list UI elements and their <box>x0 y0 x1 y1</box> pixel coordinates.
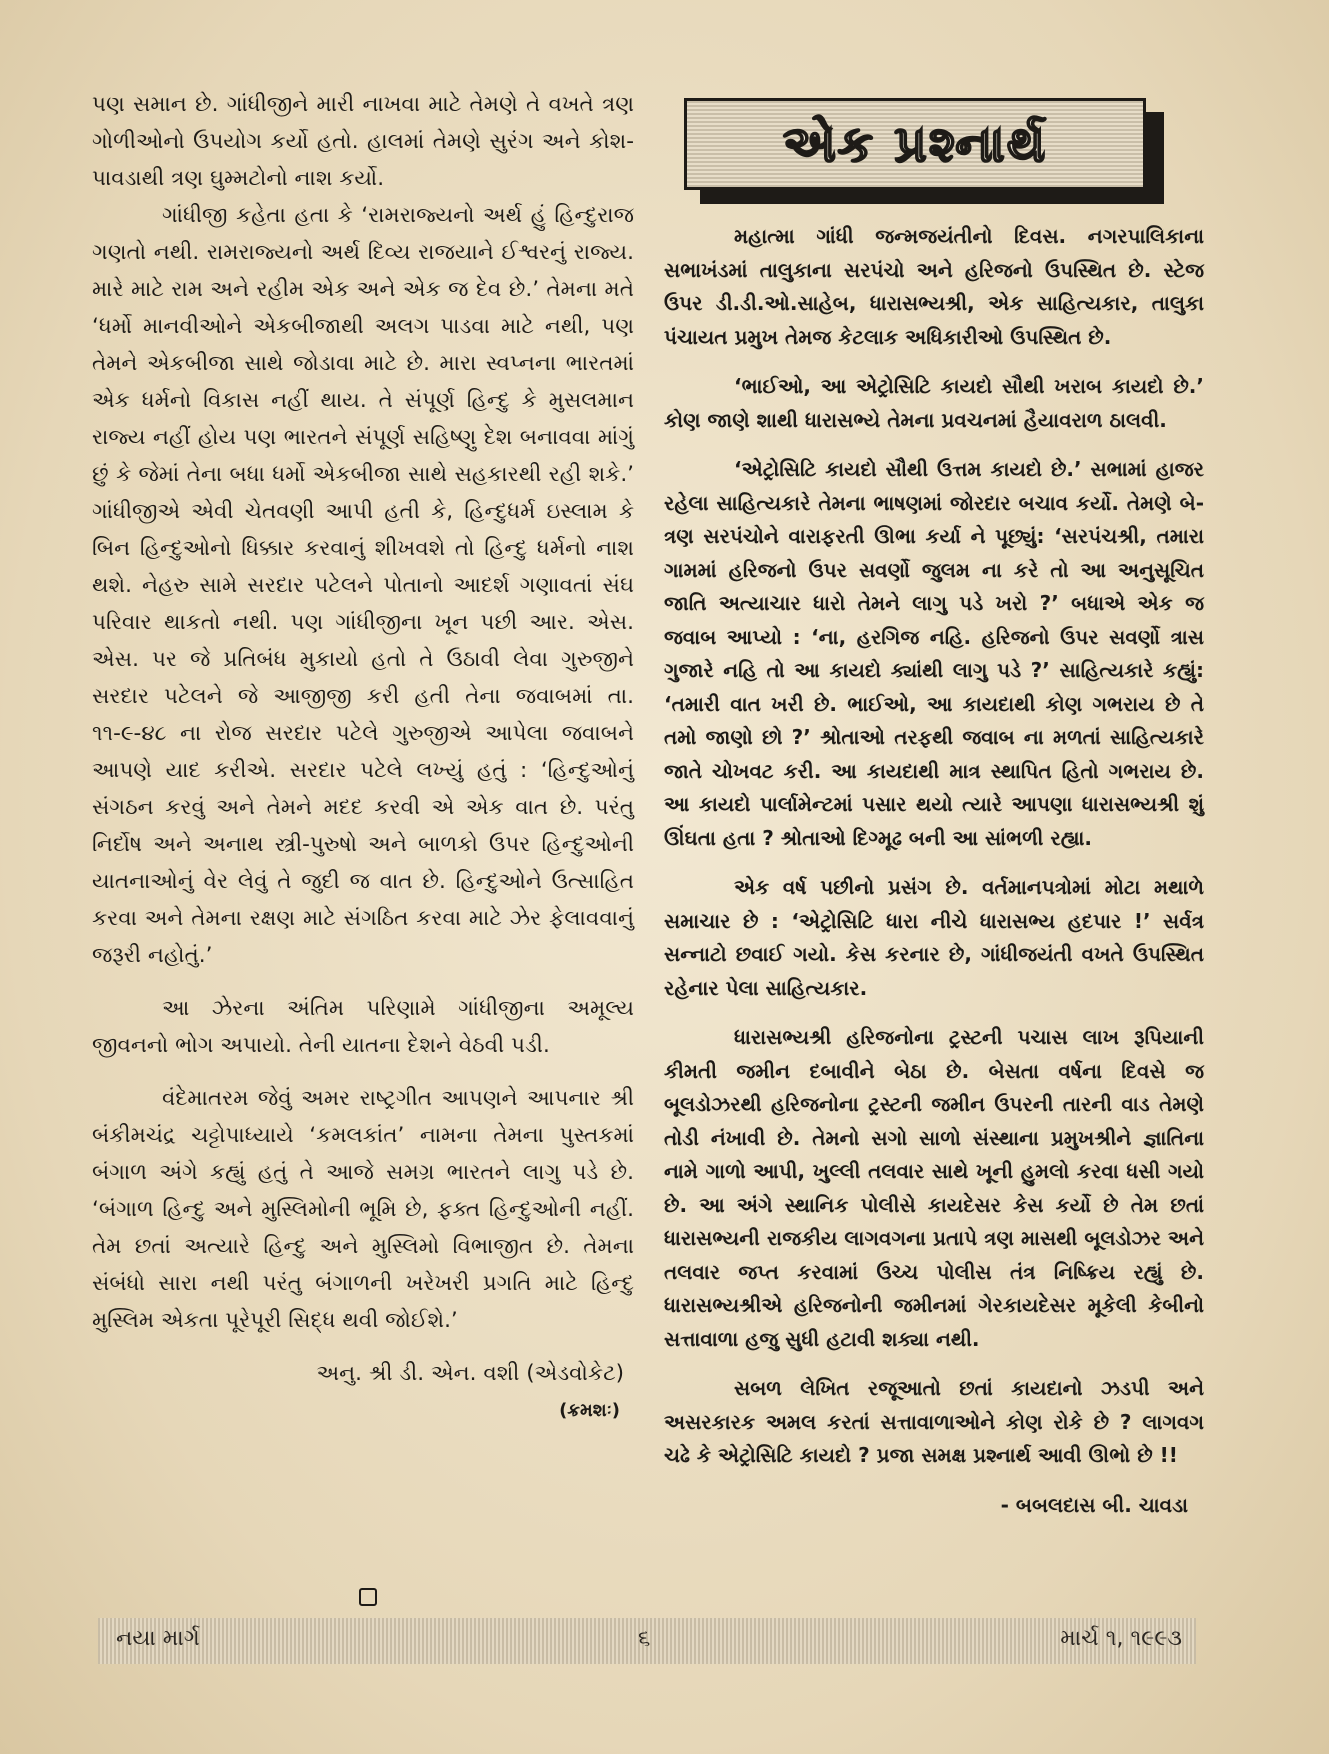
article-title-box <box>684 98 1164 198</box>
continued-note: (ક્રમશઃ) <box>559 1400 620 1421</box>
translator-credit: અનુ. શ્રી ડી. એન. વશી (એડવોકેટ) <box>316 1361 624 1386</box>
title-panel <box>684 98 1146 190</box>
author-signature: - બબલદાસ બી. ચાવડા <box>1000 1492 1188 1517</box>
article-paragraph: વંદેમાતરમ જેવું અમર રાષ્ટ્રગીત આપણને આપનાર શ્રી બંકીમચંદ્ર ચટ્ટોપાધ્યાયે ‘કમલકાંત’ નામના તેમના પુસ્તકમાં બંગાળ અંગે કહ્યું હતું તે આજે સમગ્ર ભારતને લાગુ પડે છે. ‘બંગાળ હિન્દુ અને મુસ્લિમોની ભૂમિ છે, ફક્ત હિન્દુઓની નહીં. તેમ છતાં અત્યારે હિન્દુ અને મુસ્લિમો વિભાજીત છે. તેમના સંબંધો સારા નથી પરંતુ બંગાળની ખરેખરી પ્રગતિ માટે હિન્દુ મુસ્લિમ એકતા પૂરેપૂરી સિદ્ધ થવી જોઈશે.’ <box>92 1086 634 1333</box>
page-footer <box>98 1618 1196 1664</box>
article-paragraph: ધારાસભ્યશ્રી હરિજનોના ટ્રસ્ટની પચાસ લાખ રૂપિયાની કીમતી જમીન દબાવીને બેઠા છે. બેસતા વર્ષના દિવસે જ બૂલડોઝરથી હરિજનોના ટ્રસ્ટની જમીન ઉપરની તારની વાડ તેમણે તોડી નંખાવી છે. તેમનો સગો સાળો સંસ્થાના પ્રમુખશ્રીને જ્ઞાતિના નામે ગાળો આપી, ખુલ્લી તલવાર સાથે ખૂની હુમલો કરવા ધસી ગયો છે. આ અંગે સ્થાનિક પોલીસે કાયદેસર કેસ કર્યો છે તેમ છતાં ધારાસભ્યની રાજકીય લાગવગના પ્રતાપે ત્રણ માસથી બૂલડોઝર અને તલવાર જપ્ત કરવામાં ઉચ્ચ પોલીસ તંત્ર નિષ્ક્રિય રહ્યું છે. ધારાસભ્યશ્રીએ હરિજનોની જમીનમાં ગેરકાયદેસર મૂકેલી કેબીનો સત્તાવાળા હજુ સુધી હટાવી શક્યા નથી. <box>664 1025 1204 1351</box>
left-column <box>92 86 634 1429</box>
article-paragraph: આ ઝેરના અંતિમ પરિણામે ગાંધીજીના અમૂલ્ય જીવનનો ભોગ અપાયો. તેની યાતના દેશને વેઠવી પડી. <box>92 996 634 1058</box>
article-paragraph: સબળ લેખિત રજૂઆતો છતાં કાયદાનો ઝડપી અને અસરકારક અમલ કરતાં સત્તાવાળાઓને કોણ રોકે છે ? લાગવગ ચઢે કે એટ્રોસિટિ કાયદો ? પ્રજા સમક્ષ પ્રશ્નાર્થ આવી ઊભો છે !! <box>664 1376 1204 1467</box>
issue-date: માર્ચ ૧, ૧૯૯૩ <box>1060 1626 1182 1651</box>
article-paragraph: ‘એટ્રોસિટિ કાયદો સૌથી ઉત્તમ કાયદો છે.’ સભામાં હાજર રહેલા સાહિત્યકારે તેમના ભાષણમાં જોરદાર બચાવ કર્યો. તેમણે બે-ત્રણ સરપંચોને વારાફરતી ઊભા કર્યા ને પૂછ્યું: ‘સરપંચશ્રી, તમારા ગામમાં હરિજનો ઉપર સવર્ણો જુલમ ના કરે તો આ અનુસૂચિત જાતિ અત્યાચાર ધારો તેમને લાગુ પડે ખરો ?’ બધાએ એક જ જવાબ આપ્યો : ‘ના, હરગિજ નહિ. હરિજનો ઉપર સવર્ણો ત્રાસ ગુજારે નહિ તો આ કાયદો ક્યાંથી લાગુ પડે ?’ સાહિત્યકારે કહ્યું: ‘તમારી વાત ખરી છે. ભાઈઓ, આ કાયદાથી કોણ ગભરાય છે તે તમો જાણો છો ?’ શ્રોતાઓ તરફથી જવાબ ના મળતાં સાહિત્યકારે જાતે ચોખવટ કરી. આ કાયદાથી માત્ર સ્થાપિત હિતો ગભરાય છે. આ કાયદો પાર્લામેન્ટમાં પસાર થયો ત્યારે આપણા ધારાસભ્યશ્રી શું ઊંઘતા હતા ? શ્રોતાઓ દિગ્મૂઢ બની આ સાંભળી રહ્યા. <box>664 457 1204 850</box>
publication-name: નયા માર્ગ <box>116 1626 200 1651</box>
article-paragraph: ‘ભાઈઓ, આ એટ્રોસિટિ કાયદો સૌથી ખરાબ કાયદો છે.’ કોણ જાણે શાથી ધારાસભ્યે તેમના પ્રવચનમાં હૈયાવરાળ ઠાલવી. <box>664 374 1204 432</box>
article-paragraph: પણ સમાન છે. ગાંધીજીને મારી નાખવા માટે તેમણે તે વખતે ત્રણ ગોળીઓનો ઉપયોગ કર્યો હતો. હાલમાં તેમણે સુરંગ અને કોશ-પાવડાથી ત્રણ ઘુમ્મટોનો નાશ કર્યો. <box>92 92 634 191</box>
article-paragraph: મહાત્મા ગાંધી જન્મજયંતીનો દિવસ. નગરપાલિકાના સભાખંડમાં તાલુકાના સરપંચો અને હરિજનો ઉપસ્થિત છે. સ્ટેજ ઉપર ડી.ડી.ઓ.સાહેબ, ધારાસભ્યશ્રી, એક સાહિત્યકાર, તાલુકા પંચાયત પ્રમુખ તેમજ કેટલાક અધિકારીઓ ઉપસ્થિત છે. <box>664 224 1204 349</box>
right-column <box>664 86 1204 1522</box>
page-number: ૬ <box>638 1626 651 1651</box>
article-paragraph: ગાંધીજી કહેતા હતા કે ‘રામરાજ્યનો અર્થ હું હિન્દુરાજ ગણતો નથી. રામરાજ્યનો અર્થ દિવ્ય રાજયાને ઈશ્વરનું રાજ્ય. મારે માટે રામ અને રહીમ એક અને એક જ દેવ છે.’ તેમના મતે ‘ધર્મો માનવીઓને એકબીજાથી અલગ પાડવા માટે નથી, પણ તેમને એકબીજા સાથે જોડાવા માટે છે. મારા સ્વપ્નના ભારતમાં એક ધર્મનો વિકાસ નહીં થાય. તે સંપૂર્ણ હિન્દુ કે મુસલમાન રાજ્ય નહીં હોય પણ ભારતને સંપૂર્ણ સહિષ્ણુ દેશ બનાવવા માંગું છું કે જેમાં તેના બધા ધર્મો એકબીજા સાથે સહકારથી રહી શકે.’ ગાંધીજીએ એવી ચેતવણી આપી હતી કે, હિન્દુધર્મ ઇસ્લામ કે બિન હિન્દુઓનો ધિક્કાર કરવાનું શીખવશે તો હિન્દુ ધર્મનો નાશ થશે. નેહરુ સામે સરદાર પટેલને પોતાનો આદર્શ ગણાવતાં સંઘ પરિવાર થાકતો નથી. પણ ગાંધીજીના ખૂન પછી આર. એસ. એસ. પર જે પ્રતિબંધ મુકાયો હતો તે ઉઠાવી લેવા ગુરુજીને સરદાર પટેલને જે આજીજી કરી હતી તેના જવાબમાં તા. ૧૧-૯-૪૮ ના રોજ સરદાર પટેલે ગુરુજીએ આપેલા જવાબને આપણે યાદ કરીએ. સરદાર પટેલે લખ્યું હતું : ‘હિન્દુઓનું સંગઠન કરવું અને તેમને મદદ કરવી એ એક વાત છે. પરંતુ નિર્દોષ અને અનાથ સ્ત્રી-પુરુષો અને બાળકો ઉપર હિન્દુઓની યાતનાઓનું વેર લેવું તે જુદી જ વાત છે. હિન્દુઓને ઉત્સાહિત કરવા અને તેમના રક્ષણ માટે સંગઠિત કરવા માટે ઝેર ફેલાવવાનું જરૂરી નહોતું.’ <box>92 203 634 968</box>
article-title: એક પ્રશ્નાર્થ <box>782 114 1048 173</box>
article-paragraph: એક વર્ષ પછીનો પ્રસંગ છે. વર્તમાનપત્રોમાં મોટા મથાળે સમાચાર છે : ‘એટ્રોસિટિ ધારા નીચે ધારાસભ્ય હદપાર !’ સર્વત્ર સન્નાટો છવાઈ ગયો. કેસ કરનાર છે, ગાંધીજયંતી વખતે ઉપસ્થિત રહેનાર પેલા સાહિત્યકાર. <box>664 875 1204 1000</box>
end-mark-icon <box>359 1588 377 1606</box>
